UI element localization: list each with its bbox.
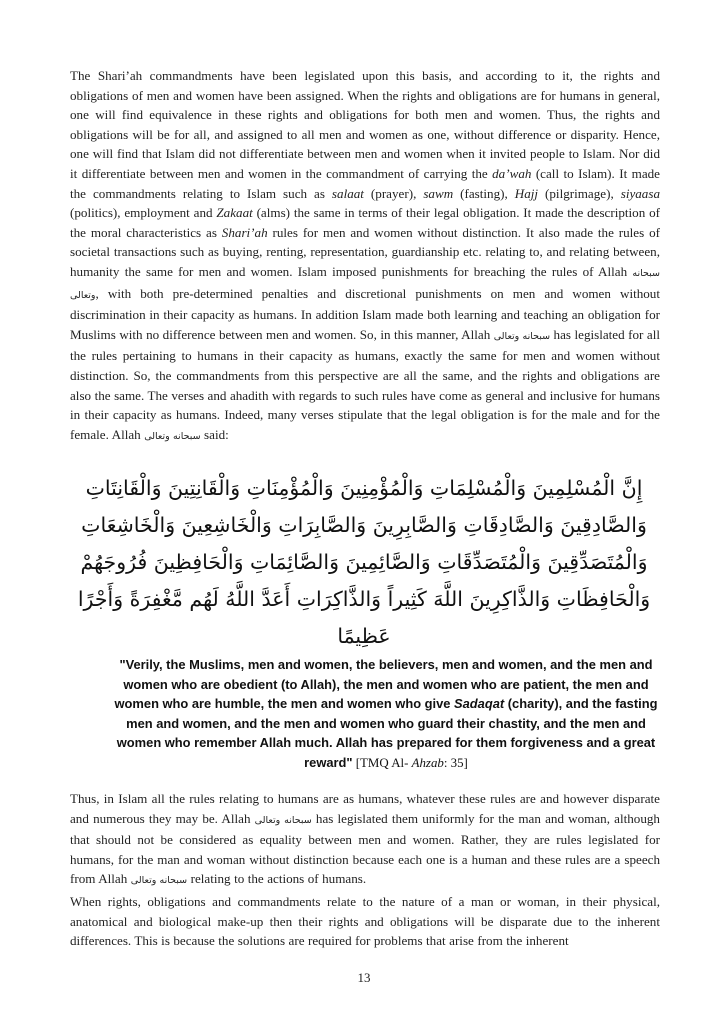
text-span: relating to the actions of humans.	[187, 871, 367, 887]
text-span: Thus, in Islam all the rules relating to humans are as humans, whatever these rules are and however disparate and numerous they may be. Allah	[70, 791, 660, 826]
text-span: (prayer),	[363, 185, 424, 201]
italic-term: Zakaat	[216, 205, 253, 221]
paragraph-3: When rights, obligations and commandments relate to the nature of a man or woman, in their physical, anatomical and biological make-up then their rights and obligations will be disparate due to the inherent differences. This is because the solutions are required for problems that arise from the inherent	[70, 893, 660, 949]
italic-term: Shari’ah	[221, 224, 268, 240]
text-span: , with both pre-determined penalties and discretional punishments on men and women without discrimination in their capacity as humans. In addition Islam made both learning and teaching an obligation for Muslims with no difference between men and women. So, in this manner, Allah	[70, 285, 660, 342]
text-span: (pilgrimage),	[538, 185, 621, 201]
verse-citation	[353, 756, 468, 770]
page-number: 13	[357, 970, 371, 985]
quran-verse-arabic: إِنَّ الْمُسْلِمِينَ وَالْمُسْلِمَاتِ وَالْمُؤْمِنِينَ وَالْمُؤْمِنَاتِ وَالْقَانِتِينَ وَالْقَانِتَاتِ وَالصَّادِقِينَ وَالصَّادِقَاتِ وَالصَّابِرِينَ وَالصَّابِرَاتِ وَالْخَاشِعِينَ وَالْخَاشِعَاتِ وَالْمُتَصَدِّقِينَ وَالْمُتَصَدِّقَاتِ وَالصَّائِمِينَ وَالصَّائِمَاتِ وَالْحَافِظِينَ فُرُوجَهُمْ وَالْحَافِظَاتِ وَالذَّاكِرِينَ اللَّهَ كَثِيراً وَالذَّاكِرَاتِ أَعَدَّ اللَّهُ لَهُم مَّغْفِرَةً وَأَجْرًا عَظِيمًا	[77, 476, 651, 648]
paragraph-1	[70, 66, 660, 446]
italic-term: Ahzab	[411, 755, 444, 770]
italic-term: siyaasa	[620, 185, 660, 201]
text-span: (fasting),	[453, 185, 515, 201]
verse-translation	[112, 655, 660, 773]
page-body-lower	[70, 789, 660, 951]
text-span: (call to Islam). It made the commandments relating to Islam such as	[70, 165, 660, 201]
text-span: "Verily, the Muslims, men and women, the believers, men and women, and the men and women who are obedient (to Allah), the men and women who are patient, the men and women who are humble, the men and women who give	[114, 657, 653, 711]
page-body	[70, 66, 660, 446]
paragraph-2	[70, 789, 660, 891]
arabic-honorific: سبحانه وتعالى	[254, 814, 312, 826]
arabic-honorific: سبحانه وتعالى	[130, 875, 188, 887]
text-span: (alms) the same in terms of their legal obligation. It made the description of the moral characteristics as	[70, 205, 660, 240]
text-span: [TMQ Al-	[352, 755, 412, 770]
text-span: The Shari’ah commandments have been legislated upon this basis, and according to it, the rights and obligations of men and women have been assigned. When the rights and obligations are for humans in general, one will find equivalence in these rights and obligations for both men and women. Thus, the rights and obligations will be for all, and assigned to all men and women as one, without difference or disparity. Hence, one will find that Islam did not differentiate between men and women when it invited people to Islam. Nor did it differentiate between men and women in the commandment of carrying the	[70, 68, 660, 181]
italic-term: da’wah	[492, 165, 532, 181]
text-span: rules for men and women without distinction. It also made the rules of societal transactions such as buying, renting, representation, guardianship etc. relating to, and relating between, humanity the same for men and women. Islam imposed punishments for breaching the rules of Allah	[70, 224, 660, 279]
text-span: has legislated for all the rules pertaining to humans in their capacity as humans, exactly the same for men and women without distinction. So, the commandments from this perspective are all the same, and the rights and obligations are also the same. The verses and ahadith with regards to such rules have come as general and inclusive for humans in their capacity as humans. Indeed, many verses stipulate that the legal obligation is for the male and for the female. Allah	[70, 326, 660, 442]
arabic-honorific: سبحانه وتعالى	[144, 430, 201, 442]
text-span: (politics), employment and	[70, 205, 217, 221]
text-span: (charity), and the fasting men and women, and the men and women who guard their chastity, and the men and women who remember Allah much. Allah has prepared for them forgiveness and a great reward"	[116, 696, 658, 770]
italic-term: Sadaqat	[454, 696, 505, 711]
text-span: said:	[200, 426, 229, 442]
text-span: has legislated them uniformly for the man and woman, although that should not be considered as equality between men and women. Rather, they are rules legislated for humans, for the man and woman without distinction because each one is a human and these rules are a speech from Allah	[70, 810, 660, 887]
arabic-honorific: سبحانه وتعالى	[493, 330, 551, 342]
italic-term: sawm	[423, 185, 454, 201]
italic-term: Hajj	[514, 185, 539, 201]
text-span: : 35]	[443, 755, 468, 770]
arabic-honorific: سبحانه وتعالى	[70, 267, 660, 301]
italic-term: salaat	[331, 185, 364, 201]
